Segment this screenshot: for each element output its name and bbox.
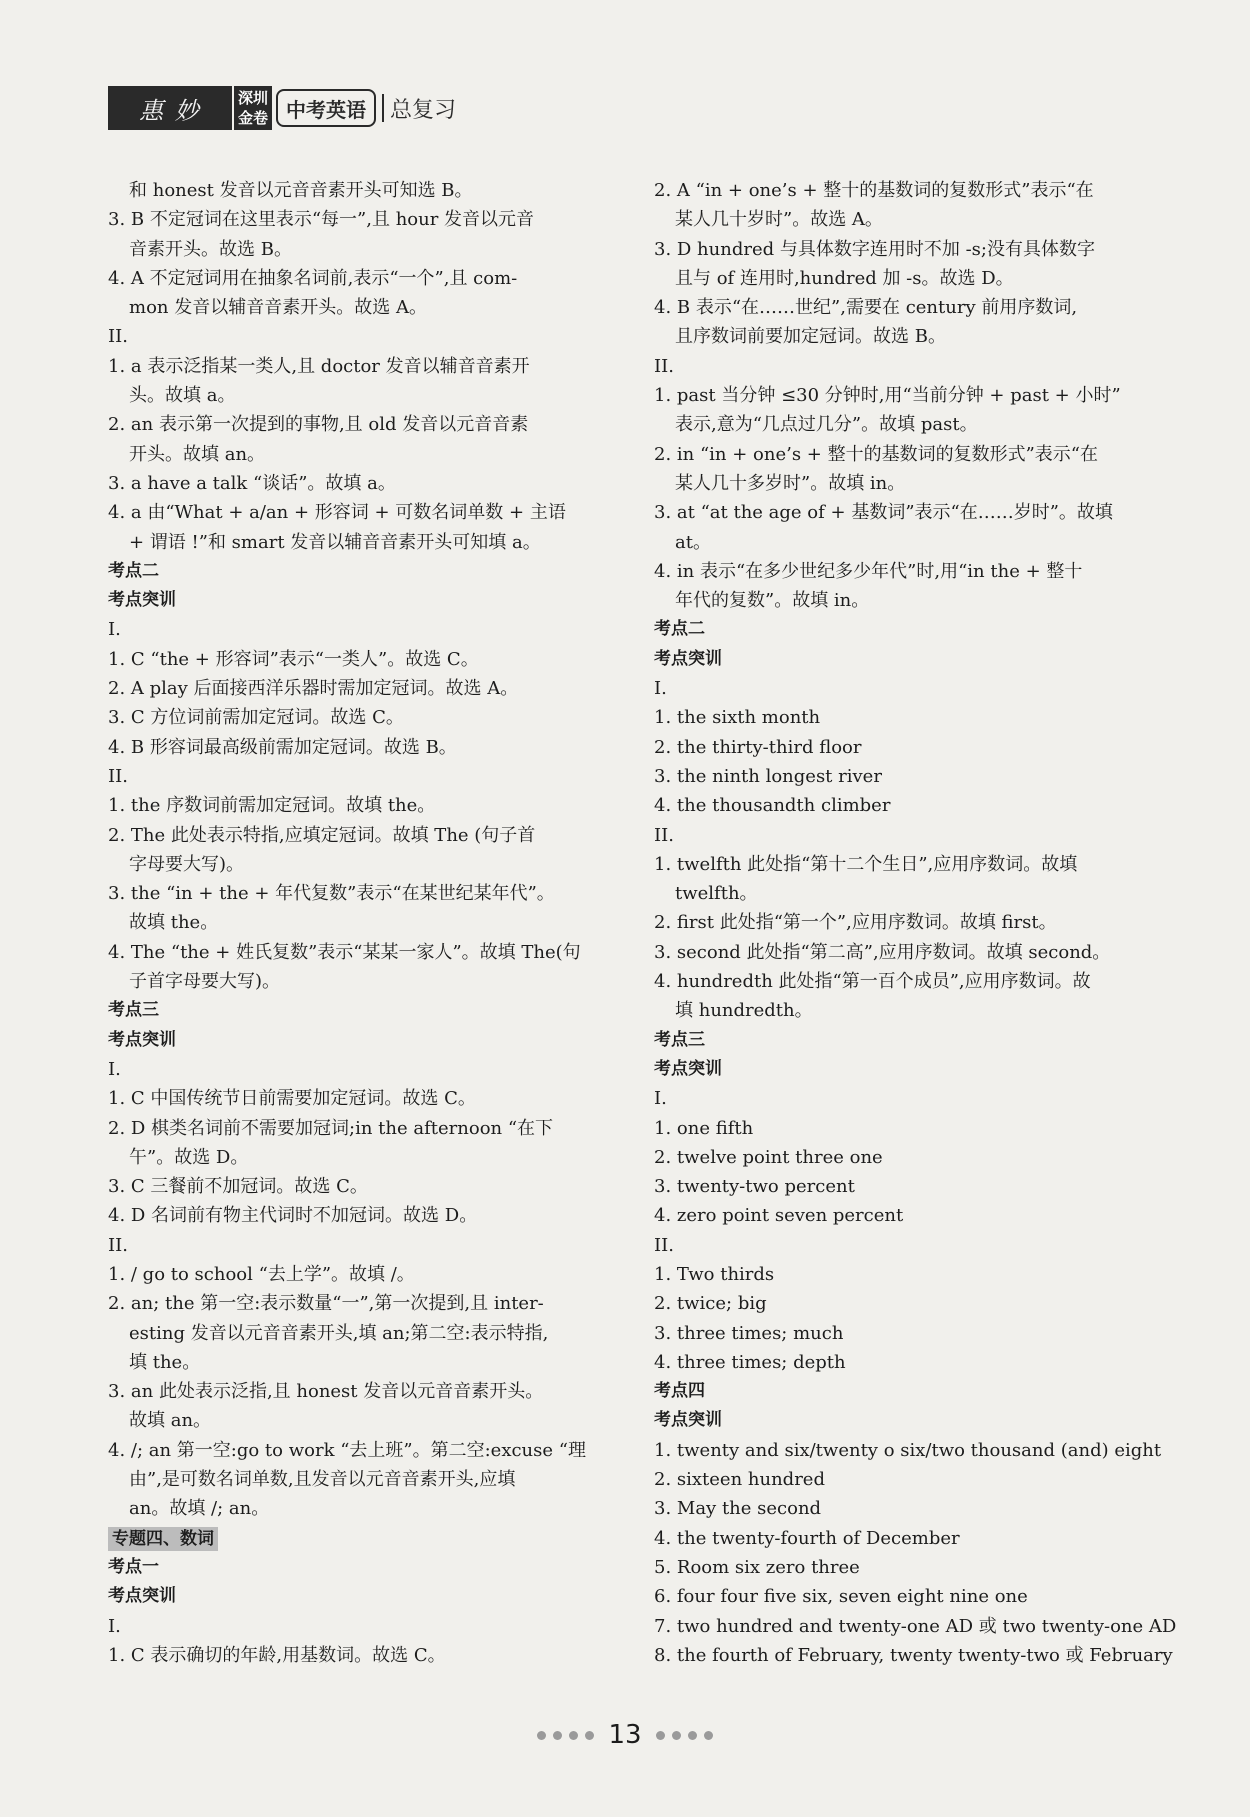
answer-line: 和 honest 发音以元音音素开头可知选 B。	[129, 180, 473, 201]
footer-dots-left	[537, 1731, 594, 1740]
answer-line: 4. the twenty-fourth of December	[654, 1527, 960, 1549]
section-heading: 考点一	[108, 1556, 159, 1577]
answer-line: 开头。故填 an。	[129, 443, 266, 465]
answer-line: 8. the fourth of February, twenty twenty-two 或 February	[654, 1644, 1173, 1666]
answer-line: 4. B 形容词最高级前需加定冠词。故选 B。	[108, 736, 457, 758]
answer-line: mon 发音以辅音音素开头。故选 A。	[129, 297, 427, 319]
brand-logo: 惠 妙	[108, 86, 232, 130]
answer-line: 4. in 表示“在多少世纪多少年代”时,用“in the + 整十	[654, 560, 1083, 582]
answer-line: 2. A play 后面接西洋乐器时需加定冠词。故选 A。	[108, 678, 519, 700]
answer-line: 音素开头。故选 B。	[129, 238, 292, 260]
answer-line: 1. the sixth month	[654, 707, 821, 729]
answer-line: 2. in “in + one’s + 整十的基数词的复数形式”表示“在	[654, 443, 1099, 465]
answer-line: II.	[108, 765, 128, 787]
answer-line: 子首字母要大写)。	[129, 971, 281, 993]
answer-line: 1. a 表示泛指某一类人,且 doctor 发音以辅音音素开	[108, 355, 530, 377]
answer-line: an。故填 /; an。	[129, 1498, 270, 1520]
answer-line: I.	[108, 619, 121, 641]
answer-line: 1. C “the + 形容词”表示“一类人”。故选 C。	[108, 648, 479, 670]
answer-line: 1. twelfth 此处指“第十二个生日”,应用序数词。故填	[654, 853, 1078, 875]
answer-line: 2. A “in + one’s + 整十的基数词的复数形式”表示“在	[654, 180, 1094, 201]
answer-line: I.	[108, 1615, 121, 1637]
answer-line: 4. B 表示“在……世纪”,需要在 century 前用序数词,	[654, 297, 1078, 319]
answer-line: 4. zero point seven percent	[654, 1205, 904, 1227]
answer-line: 且序数词前要加定冠词。故选 B。	[675, 326, 946, 348]
page-footer	[0, 1720, 1250, 1750]
answer-line: 年代的复数”。故填 in。	[675, 590, 870, 612]
answer-line: 2. twelve point three one	[654, 1146, 883, 1168]
answer-line: 由”,是可数名词单数,且发音以元音音素开头,应填	[129, 1469, 516, 1491]
answer-line: 3. B 不定冠词在这里表示“每一”,且 hour 发音以元音	[108, 209, 535, 231]
answer-line: 3. three times; much	[654, 1322, 844, 1344]
answer-line: 2. sixteen hundred	[654, 1469, 825, 1491]
answer-line: 1. C 中国传统节日前需要加定冠词。故选 C。	[108, 1088, 476, 1110]
dot-icon	[704, 1731, 713, 1740]
answer-line: 4. three times; depth	[654, 1351, 846, 1373]
answer-line: 5. Room six zero three	[654, 1556, 860, 1578]
answer-line: 头。故填 a。	[129, 385, 236, 407]
answer-line: II.	[654, 824, 674, 846]
answer-line: 3. a have a talk “谈话”。故填 a。	[108, 472, 396, 494]
answer-line: 1. one fifth	[654, 1117, 754, 1139]
dot-icon	[688, 1731, 697, 1740]
review-label: 总复习	[390, 97, 457, 123]
footer-dots-right	[656, 1731, 713, 1740]
answer-line: II.	[654, 1234, 674, 1256]
dot-icon	[569, 1731, 578, 1740]
subject-label: 中考英语	[276, 89, 376, 127]
answer-line: 4. A 不定冠词用在抽象名词前,表示“一个”,且 com-	[108, 267, 518, 289]
answer-line: II.	[108, 1234, 128, 1256]
dot-icon	[656, 1731, 665, 1740]
answer-line: 3. C 三餐前不加冠词。故选 C。	[108, 1176, 368, 1198]
answer-line: 午”。故选 D。	[129, 1146, 249, 1168]
answer-line: 且与 of 连用时,hundred 加 -s。故选 D。	[675, 267, 1014, 289]
dot-icon	[672, 1731, 681, 1740]
answer-line: 某人几十多岁时”。故填 in。	[675, 472, 906, 494]
answer-line: 4. /; an 第一空:go to work “去上班”。第二空:excuse “理	[108, 1439, 586, 1461]
answer-line: 2. an 表示第一次提到的事物,且 old 发音以元音音素	[108, 414, 529, 436]
answer-line: 1. the 序数词前需加定冠词。故填 the。	[108, 795, 436, 817]
answer-line: 2. the thirty-third floor	[654, 736, 862, 758]
section-heading: 考点二	[654, 619, 705, 640]
dot-icon	[585, 1731, 594, 1740]
answer-line: I.	[108, 1058, 121, 1080]
answer-line: 3. an 此处表示泛指,且 honest 发音以元音音素开头。	[108, 1381, 544, 1403]
answer-line: II.	[108, 326, 128, 348]
answer-line: 1. past 当分钟 ≤30 分钟时,用“当前分钟 + past + 小时”	[654, 385, 1121, 407]
section-heading: 考点三	[108, 1000, 159, 1021]
answer-line: esting 发音以元音音素开头,填 an;第二空:表示特指,	[129, 1322, 549, 1344]
answer-line: 某人几十岁时”。故选 A。	[675, 209, 883, 231]
answer-line: 填 hundredth。	[675, 1000, 813, 1022]
answer-line: II.	[654, 355, 674, 377]
page-number: 13	[608, 1720, 642, 1750]
answer-line: 2. D 棋类名词前不需要加冠词;in the afternoon “在下	[108, 1117, 554, 1139]
series-line-2: 金卷	[238, 109, 269, 127]
dot-icon	[553, 1731, 562, 1740]
answer-line: 4. The “the + 姓氏复数”表示“某某一家人”。故填 The(句	[108, 941, 581, 963]
answer-line: 填 the。	[129, 1351, 201, 1373]
answer-line: 3. D hundred 与具体数字连用时不加 -s;没有具体数字	[654, 238, 1095, 260]
answer-line: 3. the ninth longest river	[654, 765, 882, 787]
topic-tag: 专题四、数词	[108, 1527, 218, 1551]
series-line-1: 深圳	[238, 89, 269, 107]
answer-line: 1. / go to school “去上学”。故填 /。	[108, 1263, 415, 1285]
answer-line: 2. an; the 第一空:表示数量“一”,第一次提到,且 inter-	[108, 1293, 544, 1315]
answer-line: 3. C 方位词前需加定冠词。故选 C。	[108, 707, 404, 729]
answer-line: 3. at “at the age of + 基数词”表示“在……岁时”。故填	[654, 502, 1113, 524]
answer-line: 字母要大写)。	[129, 853, 245, 875]
dot-icon	[537, 1731, 546, 1740]
section-heading: 考点四	[654, 1381, 705, 1402]
answer-line: 表示,意为“几点过几分”。故填 past。	[675, 414, 978, 436]
answer-line: 3. twenty-two percent	[654, 1176, 855, 1198]
page-header	[108, 86, 456, 130]
answer-line: + 谓语 !”和 smart 发音以辅音音素开头可知填 a。	[129, 531, 541, 553]
answer-line: 1. twenty and six/twenty o six/two thousand (and) eight	[654, 1439, 1162, 1461]
answer-line: 1. Two thirds	[654, 1263, 775, 1285]
answer-line: 3. the “in + the + 年代复数”表示“在某世纪某年代”。	[108, 883, 555, 905]
section-heading: 考点突训	[654, 648, 722, 669]
answer-line: 4. the thousandth climber	[654, 795, 891, 817]
answer-line: twelfth。	[675, 883, 758, 905]
answer-line: 4. hundredth 此处指“第一百个成员”,应用序数词。故	[654, 971, 1091, 993]
right-column	[654, 176, 1177, 1670]
section-heading: 考点三	[654, 1029, 705, 1050]
topic-heading	[108, 1524, 618, 1553]
header-divider	[382, 94, 384, 122]
left-column	[108, 176, 618, 1670]
answer-line: 2. first 此处指“第一个”,应用序数词。故填 first。	[654, 912, 1057, 934]
answer-line: 7. two hundred and twenty-one AD 或 two twenty-one AD	[654, 1615, 1177, 1637]
answer-line: at。	[675, 531, 711, 553]
answer-line: 6. four four five six, seven eight nine one	[654, 1586, 1028, 1608]
answer-line: 2. twice; big	[654, 1293, 767, 1315]
section-heading: 考点突训	[654, 1410, 722, 1431]
answer-line: I.	[654, 678, 667, 700]
series-label	[234, 86, 272, 130]
answer-line: 故填 an。	[129, 1410, 212, 1432]
section-heading: 考点突训	[654, 1058, 722, 1079]
answer-line: 4. a 由“What + a/an + 形容词 + 可数名词单数 + 主语	[108, 502, 566, 524]
section-heading: 考点突训	[108, 1029, 176, 1050]
answer-line: 2. The 此处表示特指,应填定冠词。故填 The (句子首	[108, 824, 536, 846]
answer-line: 3. second 此处指“第二高”,应用序数词。故填 second。	[654, 941, 1111, 963]
section-heading: 考点突训	[108, 590, 176, 611]
answer-line: 故填 the。	[129, 912, 219, 934]
section-heading: 考点突训	[108, 1586, 176, 1607]
answer-line: I.	[654, 1088, 667, 1110]
answer-line: 3. May the second	[654, 1498, 822, 1520]
section-heading: 考点二	[108, 560, 159, 581]
answer-line: 1. C 表示确切的年龄,用基数词。故选 C。	[108, 1644, 446, 1666]
answer-line: 4. D 名词前有物主代词时不加冠词。故选 D。	[108, 1205, 478, 1227]
